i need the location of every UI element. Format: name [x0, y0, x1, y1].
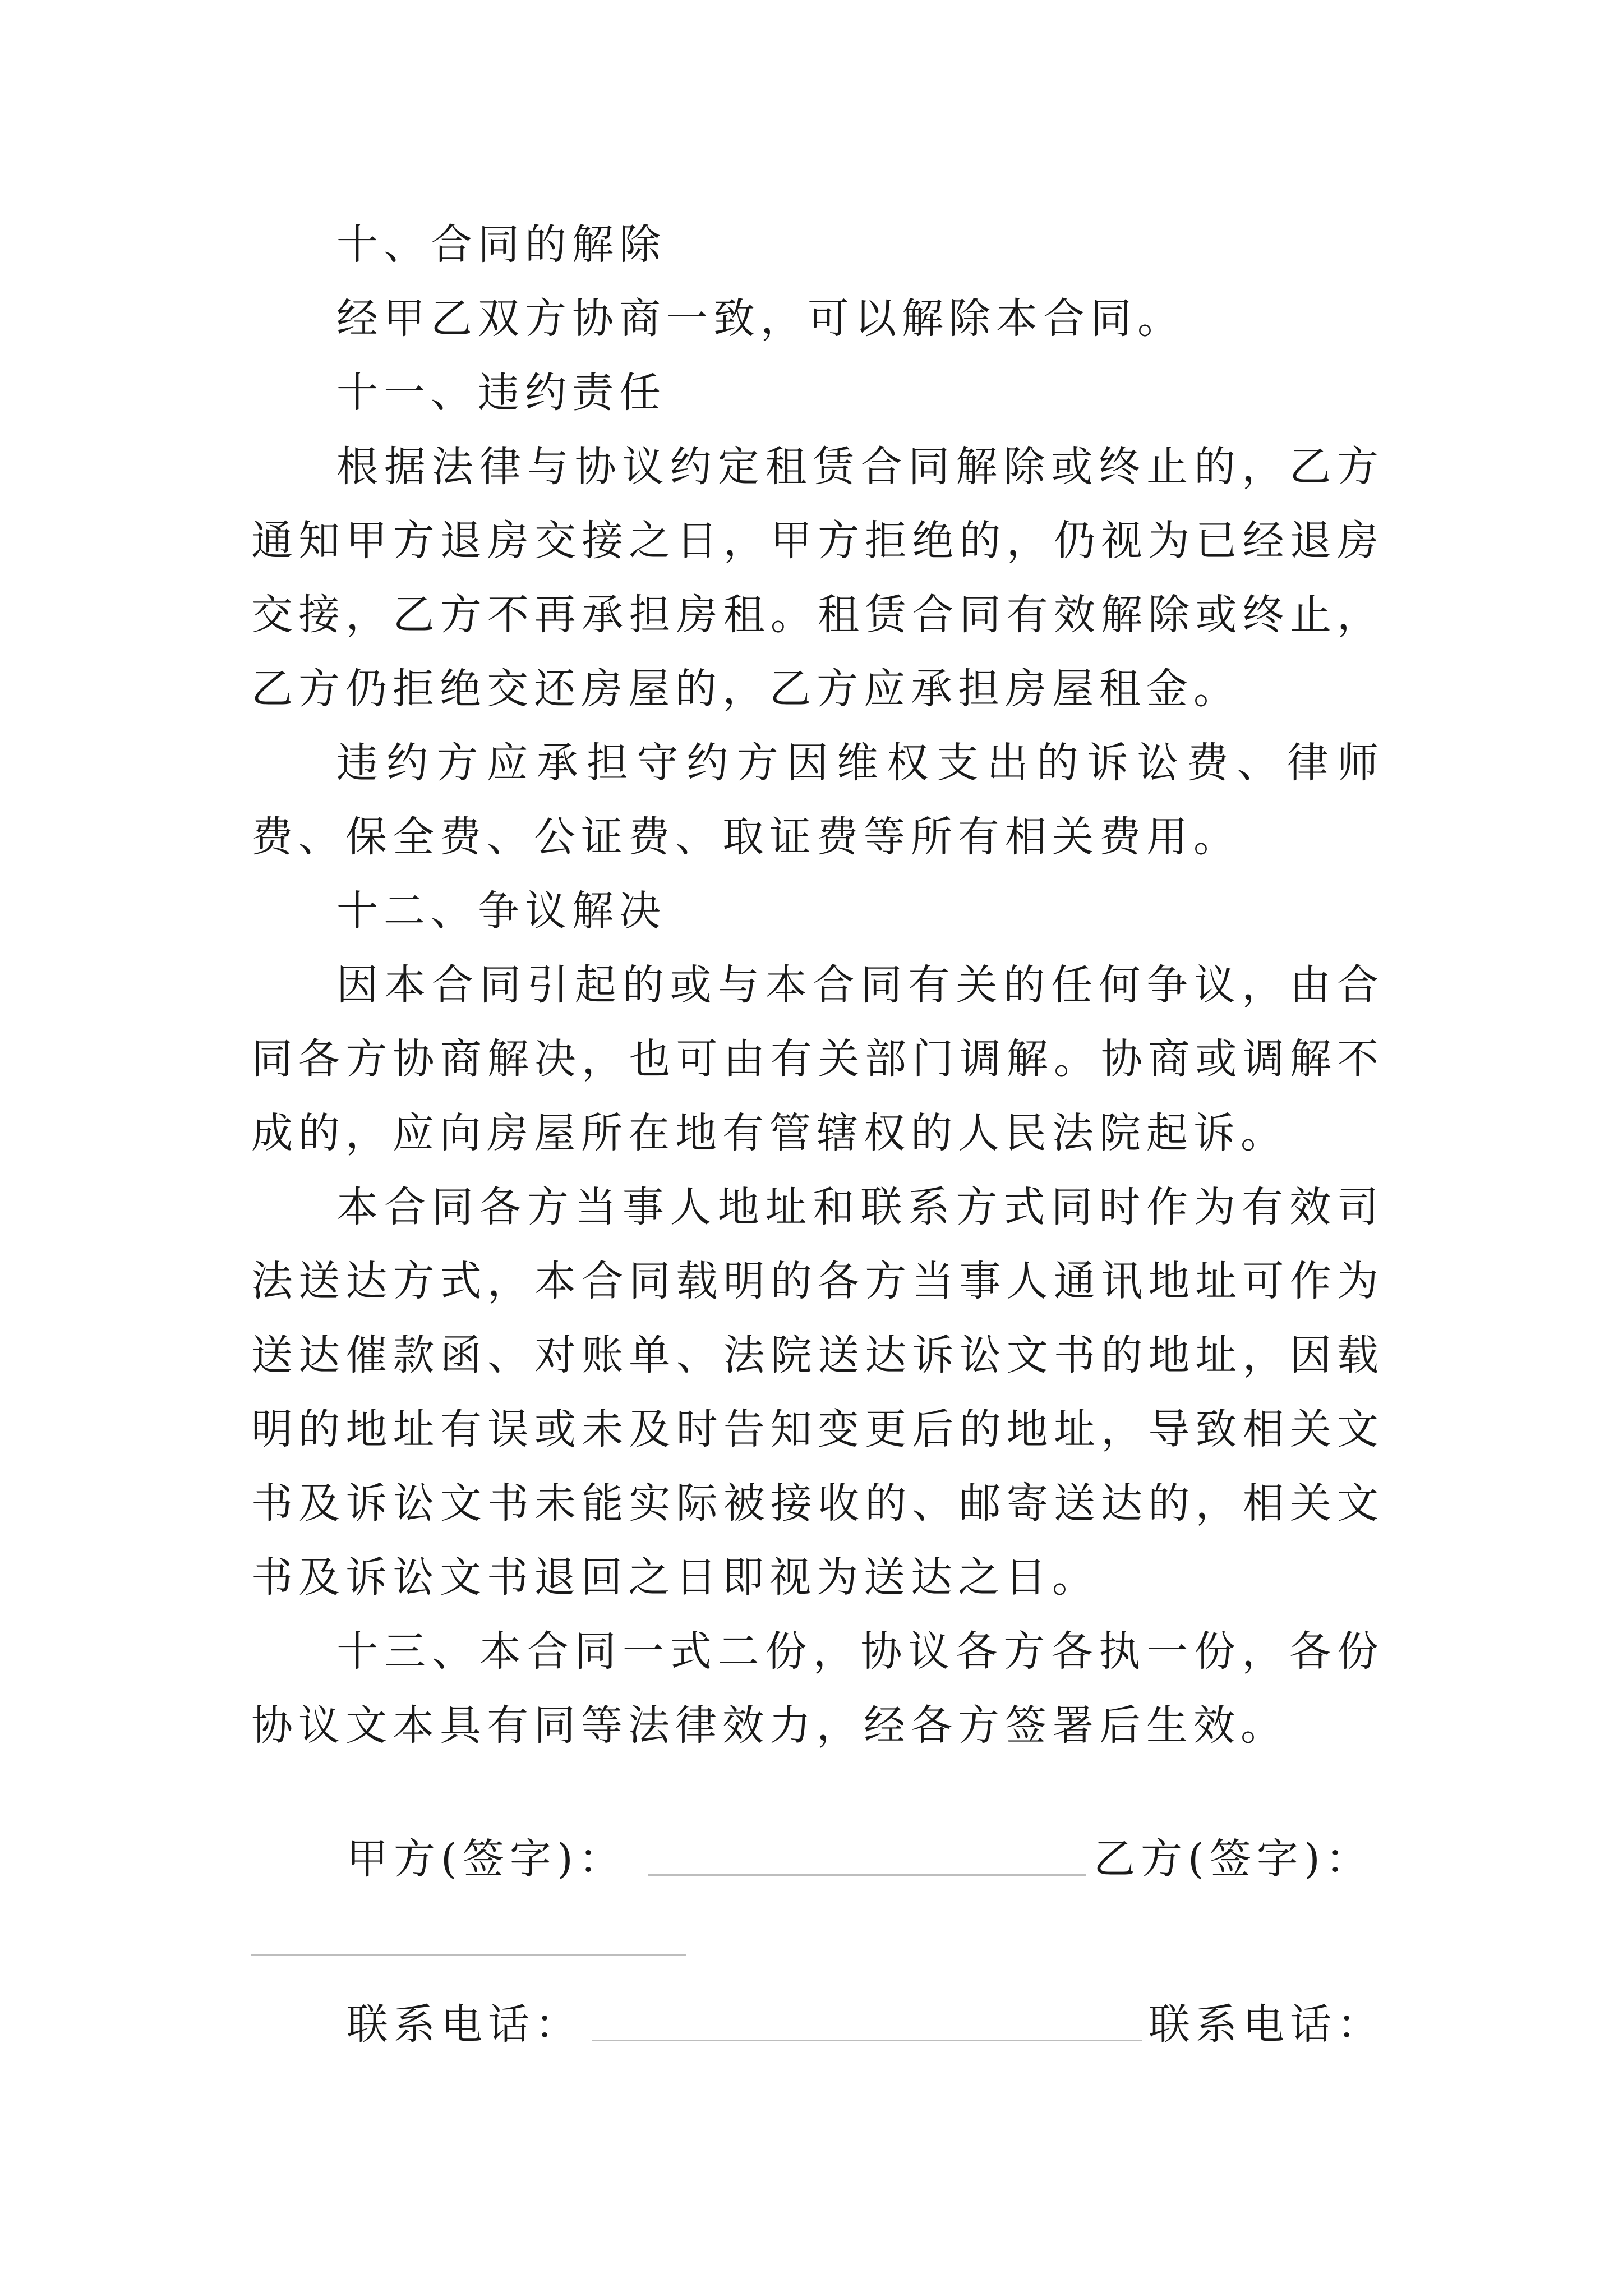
section-10-body: 经甲乙双方协商一致，可以解除本合同。: [336, 295, 1184, 343]
section-12-title: 十二、争议解决: [336, 887, 666, 935]
section-12-body-1: 因本合同引起的或与本合同有关的任何争议，由合同各方协商解决，也可由有关部门调解。协商或调解不成的，应向房屋所在地有管辖权的人民法院起诉。: [251, 961, 1384, 1157]
section-10-title: 十、合同的解除: [336, 220, 666, 269]
party-a-phone-label: 联系电话：: [347, 2000, 582, 2049]
party-b-signature-label: 乙方(签字)：: [1094, 1835, 1373, 1883]
party-b-signature-line: [251, 1954, 686, 1956]
phone-row: [251, 1991, 1384, 2053]
party-a-signature-line: [648, 1874, 1086, 1876]
contract-body: [251, 208, 1384, 2049]
section-13-body: 十三、本合同一式二份，协议各方各执一份，各份协议文本具有同等法律效力，经各方签署后生效。: [251, 1627, 1384, 1750]
signature-row: [251, 1826, 1384, 1888]
party-b-phone-label: 联系电话：: [1149, 2000, 1384, 2049]
section-11-title: 十一、违约责任: [336, 369, 666, 417]
section-11-body-2: 违约方应承担守约方因维权支出的诉讼费、律师费、保全费、公证费、取证费等所有相关费用。: [251, 739, 1384, 861]
party-a-phone-line: [592, 2040, 1142, 2041]
party-a-signature-label: 甲方(签字)：: [347, 1835, 626, 1883]
section-12-body-2: 本合同各方当事人地址和联系方式同时作为有效司法送达方式，本合同载明的各方当事人通讯地址可作为送达催款函、对账单、法院送达诉讼文书的地址，因载明的地址有误或未及时告知变更后的地址，导致相关文书及诉讼文书未能实际被接收的、邮寄送达的，相关文书及诉讼文书退回之日即视为送达之日。: [251, 1183, 1384, 1602]
section-11-body-1: 根据法律与协议约定租赁合同解除或终止的，乙方通知甲方退房交接之日，甲方拒绝的，仍视为已经退房交接，乙方不再承担房租。租赁合同有效解除或终止，乙方仍拒绝交还房屋的，乙方应承担房屋租金。: [251, 443, 1384, 713]
